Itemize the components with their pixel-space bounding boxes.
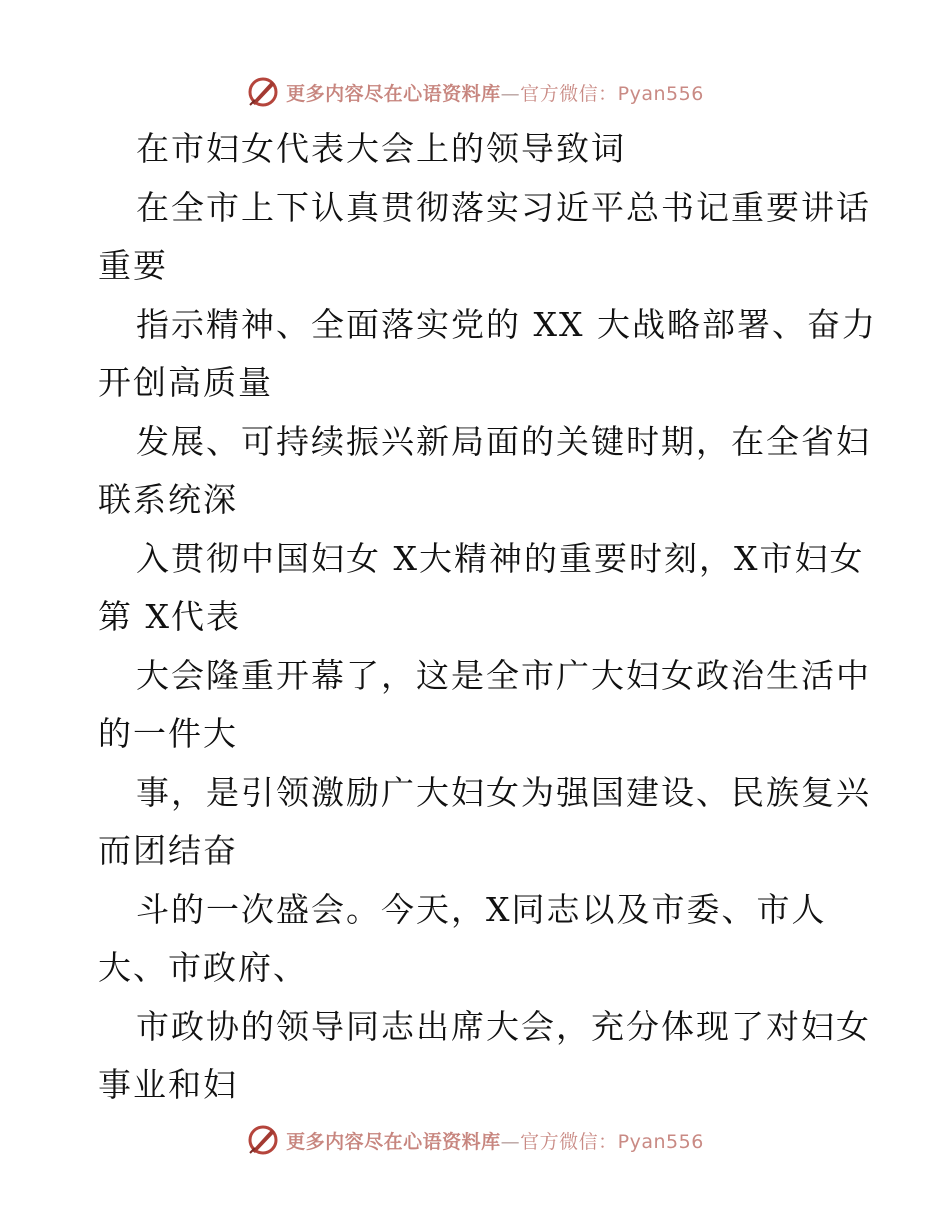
paragraph-line: 第 X代表	[98, 597, 241, 636]
paragraph-line: 联系统深	[98, 480, 238, 519]
paragraph-line: 的一件大	[98, 714, 238, 753]
paragraph-line: 斗的一次盛会。今天，X同志以及市委、市人	[136, 889, 827, 929]
paragraph-line: 而团结奋	[98, 831, 238, 870]
paragraph-line: 开创高质量	[98, 363, 273, 402]
watermark-contact-text: 官方微信：Pyan556	[520, 82, 704, 105]
paragraph-line: 指示精神、全面落实党的 XX 大战略部署、奋力	[136, 304, 877, 344]
header-watermark	[0, 70, 950, 114]
quill-pen-logo-icon	[246, 1123, 280, 1157]
quill-pen-logo-icon	[246, 75, 280, 109]
watermark-contact-text: 官方微信：Pyan556	[520, 1130, 704, 1153]
watermark-separator: —	[500, 82, 521, 105]
watermark-main-text: 更多内容尽在心语资料库	[286, 1130, 501, 1153]
paragraph-line: 发展、可持续振兴新局面的关键时期，在全省妇	[136, 421, 871, 461]
paragraph-line: 市政协的领导同志出席大会，充分体现了对妇女	[136, 1006, 871, 1046]
paragraph-line: 大会隆重开幕了，这是全市广大妇女政治生活中	[136, 655, 871, 695]
paragraph-line: 事，是引领激励广大妇女为强国建设、民族复兴	[136, 772, 871, 812]
paragraph-line: 入贯彻中国妇女 X大精神的重要时刻，X市妇女	[136, 538, 865, 578]
paragraph-line: 重要	[98, 246, 168, 285]
paragraph-line: 在全市上下认真贯彻落实习近平总书记重要讲话	[136, 187, 871, 227]
footer-watermark	[0, 1118, 950, 1162]
paragraph-line: 事业和妇	[98, 1065, 238, 1104]
watermark-main-text: 更多内容尽在心语资料库	[286, 82, 501, 105]
watermark-text	[286, 1127, 704, 1154]
document-body	[98, 120, 877, 1115]
paragraph-line: 大、市政府、	[98, 948, 308, 987]
document-title: 在市妇女代表大会上的领导致词	[136, 129, 626, 168]
watermark-separator: —	[500, 1130, 521, 1153]
watermark-text	[286, 79, 704, 106]
